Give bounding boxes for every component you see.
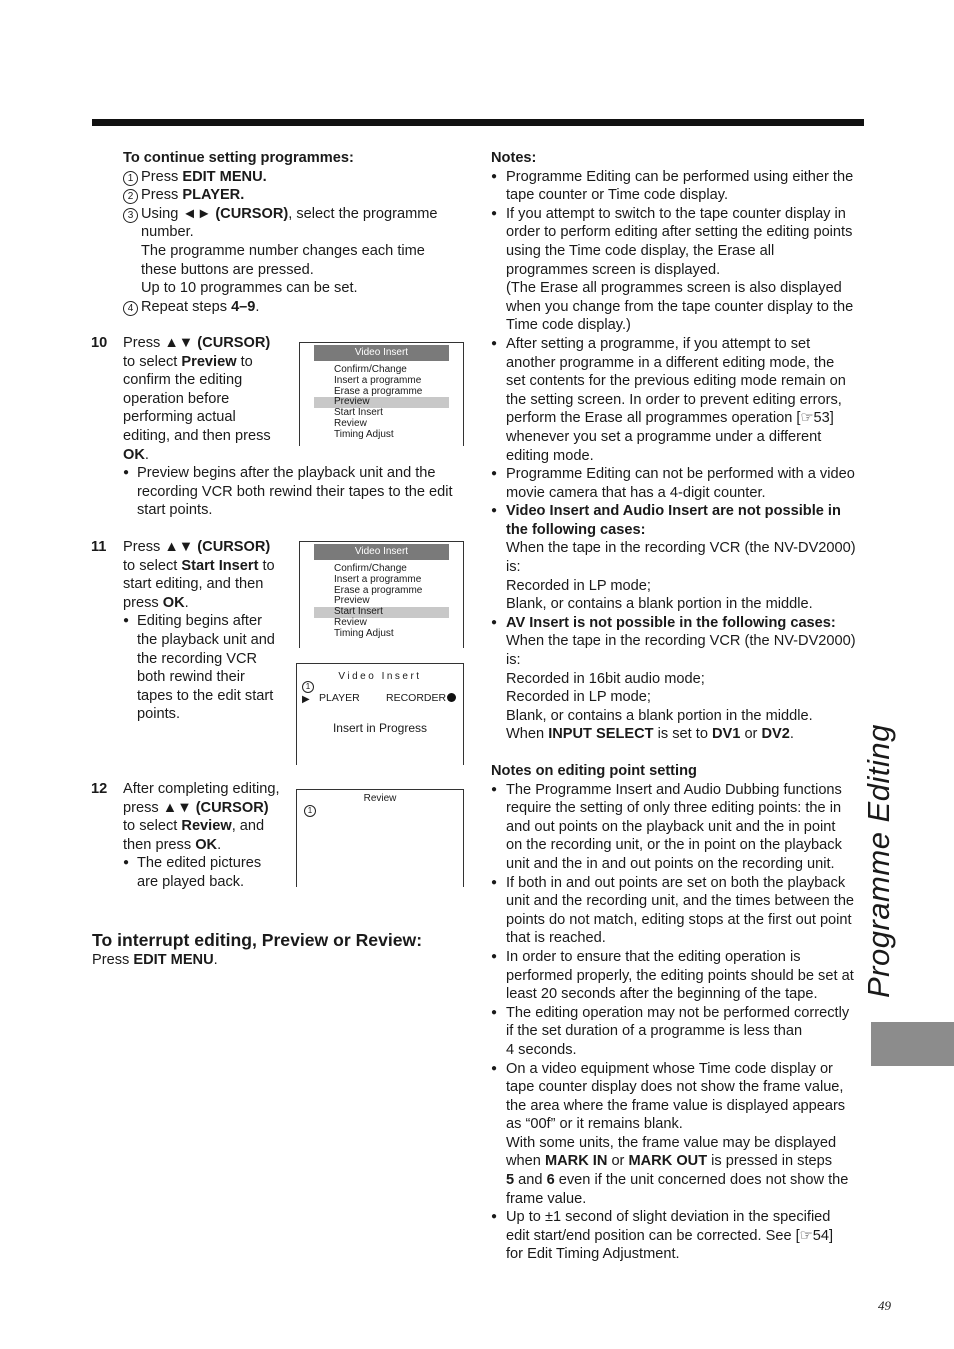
status-text: Insert in Progress: [332, 721, 428, 735]
continue-section: To continue setting programmes: 1 Press EDIT MENU. 2 Press PLAYER. 3 Using ◄► (CURSOR), select the programme number. The programme number changes each time these buttons are pressed. Up to 10 programmes can be set. 4 Repeat steps 4–9.: [123, 149, 473, 316]
menu-header: Video Insert: [314, 544, 449, 560]
continue-step-4: 4 Repeat steps 4–9.: [123, 298, 473, 317]
continue-step-1: 1 Press EDIT MENU.: [123, 168, 473, 187]
top-rule: [92, 119, 864, 126]
screen-title: Review: [363, 793, 397, 804]
step-11-note: ● Editing begins after the playback unit and the recording VCR both rewind their tapes to the edit start points.: [123, 612, 293, 724]
note-item: ● In order to ensure that the editing operation is performed properly, the editing points should be set at least 20 seconds after the beginning of the tape.: [491, 948, 866, 1004]
note-item: ● The Programme Insert and Audio Dubbing functions require the setting of only three editing points: the in and out points on the playback unit and the in point on the recording unit, or the in point on the playback unit and the in and out points on the recording unit.: [491, 781, 866, 874]
section-side-title: Programme Editing: [861, 724, 896, 998]
page-number: 49: [878, 1298, 891, 1313]
interrupt-section: To interrupt editing, Preview or Review: Press EDIT MENU.: [92, 929, 472, 970]
continue-step-3: 3 Using ◄► (CURSOR), select the programme: [123, 205, 473, 224]
step-11-text: Press ▲▼ (CURSOR) to select Start Insert to start editing, and then press OK. ● Editing begins after the playback unit and the recording VCR both rewind their tapes to the edit start points.: [123, 538, 293, 724]
menu-item-insert: Insert a programme: [334, 374, 422, 386]
step-12-number: 12: [91, 781, 108, 797]
insert-progress-screen: [296, 663, 464, 765]
menu-item-start-insert: Start Insert: [334, 407, 383, 419]
note-item: ● On a video equipment whose Time code display or tape counter display does not show the frame value, the area where the frame value is displayed appears as “00f” or it remains blank. With some units, the frame value may be displayed when MARK IN or MARK OUT is pressed in steps 5 and 6 even if the unit concerned does not show the frame value.: [491, 1060, 866, 1209]
menu-item-start-insert-selected: Start Insert: [314, 607, 449, 618]
menu-item-timing-adjust: Timing Adjust: [334, 428, 394, 440]
player-label: PLAYER: [319, 692, 360, 704]
menu-item-review: Review: [334, 616, 367, 628]
note-item: ● Programme Editing can be performed using either the tape counter or Time code display.: [491, 168, 866, 205]
record-icon: [447, 693, 456, 702]
interrupt-heading: To interrupt editing, Preview or Review:: [92, 930, 423, 950]
step-10-number: 10: [91, 335, 108, 351]
notes-heading: Notes:: [491, 150, 537, 166]
continue-heading: To continue setting programmes:: [123, 150, 354, 166]
note-item: ● If you attempt to switch to the tape counter display in order to perform editing after setting the editing points using the Time code display, the Erase all programmes screen is displayed. (The Erase all programmes screen is also displayed when you change from the tape counter display to the Time code display.): [491, 205, 866, 335]
menu-item-timing-adjust: Timing Adjust: [334, 627, 394, 639]
recorder-label: RECORDER: [386, 692, 447, 704]
video-insert-menu-preview: [299, 342, 464, 446]
note-item: ● Up to ±1 second of slight deviation in the specified edit start/end position can be corrected. See [☞54] for Edit Timing Adjustment.: [491, 1208, 866, 1264]
programme-number-icon: 1: [302, 681, 314, 693]
editing-point-heading: Notes on editing point setting: [491, 763, 697, 779]
menu-item-preview: Preview: [334, 595, 370, 607]
page-reference-icon: ☞: [799, 1227, 813, 1244]
menu-item-erase: Erase a programme: [334, 584, 423, 596]
menu-item-confirm: Confirm/Change: [334, 364, 407, 375]
editing-point-notes: [491, 762, 866, 1264]
step-12-note: ● The edited pictures are played back.: [123, 854, 293, 891]
step-11-number: 11: [91, 539, 107, 555]
menu-item-erase: Erase a programme: [334, 385, 423, 397]
step-12-text: After completing editing, press ▲▼ (CURSOR) to select Review, and then press OK. ● The edited pictures are played back.: [123, 780, 293, 892]
page-reference-icon: ☞: [800, 410, 814, 427]
programme-number-icon: 1: [304, 805, 316, 817]
note-item: ● AV Insert is not possible in the following cases: When the tape in the recording VCR (the NV-DV2000) is: Recorded in 16bit audio mode; Recorded in LP mode; Blank, or contains a blank portion in the middle. When INPUT SELECT is set to DV1 or DV2.: [491, 614, 866, 744]
continue-step-2: 2 Press PLAYER.: [123, 186, 473, 205]
play-icon: ▶: [302, 694, 310, 705]
screen-title: Video Insert: [338, 671, 422, 682]
menu-item-preview-selected: Preview: [314, 397, 449, 408]
note-item: ● After setting a programme, if you attempt to set another programme in a different editing mode, the set contents for the previous editing mode remain on the setting screen. In order to prevent editing errors, perform the Erase all programmes operation [☞53] whenever you set a programme under a different editing mode.: [491, 335, 866, 465]
menu-header: Video Insert: [314, 345, 449, 361]
step-10-text: Press ▲▼ (CURSOR) to select Preview to confirm the editing operation before performing actual editing, and then press OK.: [123, 335, 271, 463]
section-tab: [871, 1022, 954, 1066]
note-item: ● Video Insert and Audio Insert are not possible in the following cases: When the tape in the recording VCR (the NV-DV2000) is: Recorded in LP mode; Blank, or contains a blank portion in the middle.: [491, 502, 866, 614]
notes-section: [491, 149, 866, 744]
menu-item-insert: Insert a programme: [334, 573, 422, 585]
note-item: ● The editing operation may not be performed correctly if the set duration of a programme is less than 4 seconds.: [491, 1004, 866, 1060]
note-item: ● If both in and out points are set on both the playback unit and the recording unit, and the times between the points do not match, editing stops at the first out point that is reached.: [491, 874, 866, 948]
menu-item-confirm: Confirm/Change: [334, 563, 407, 574]
video-insert-menu-start: [299, 541, 464, 648]
review-screen: [296, 789, 464, 887]
note-item: ● Programme Editing can not be performed with a video movie camera that has a 4-digit counter.: [491, 465, 866, 502]
step-10-note: ● Preview begins after the playback unit and the recording VCR both rewind their tapes to the edit start points.: [123, 464, 487, 520]
menu-item-review: Review: [334, 417, 367, 429]
